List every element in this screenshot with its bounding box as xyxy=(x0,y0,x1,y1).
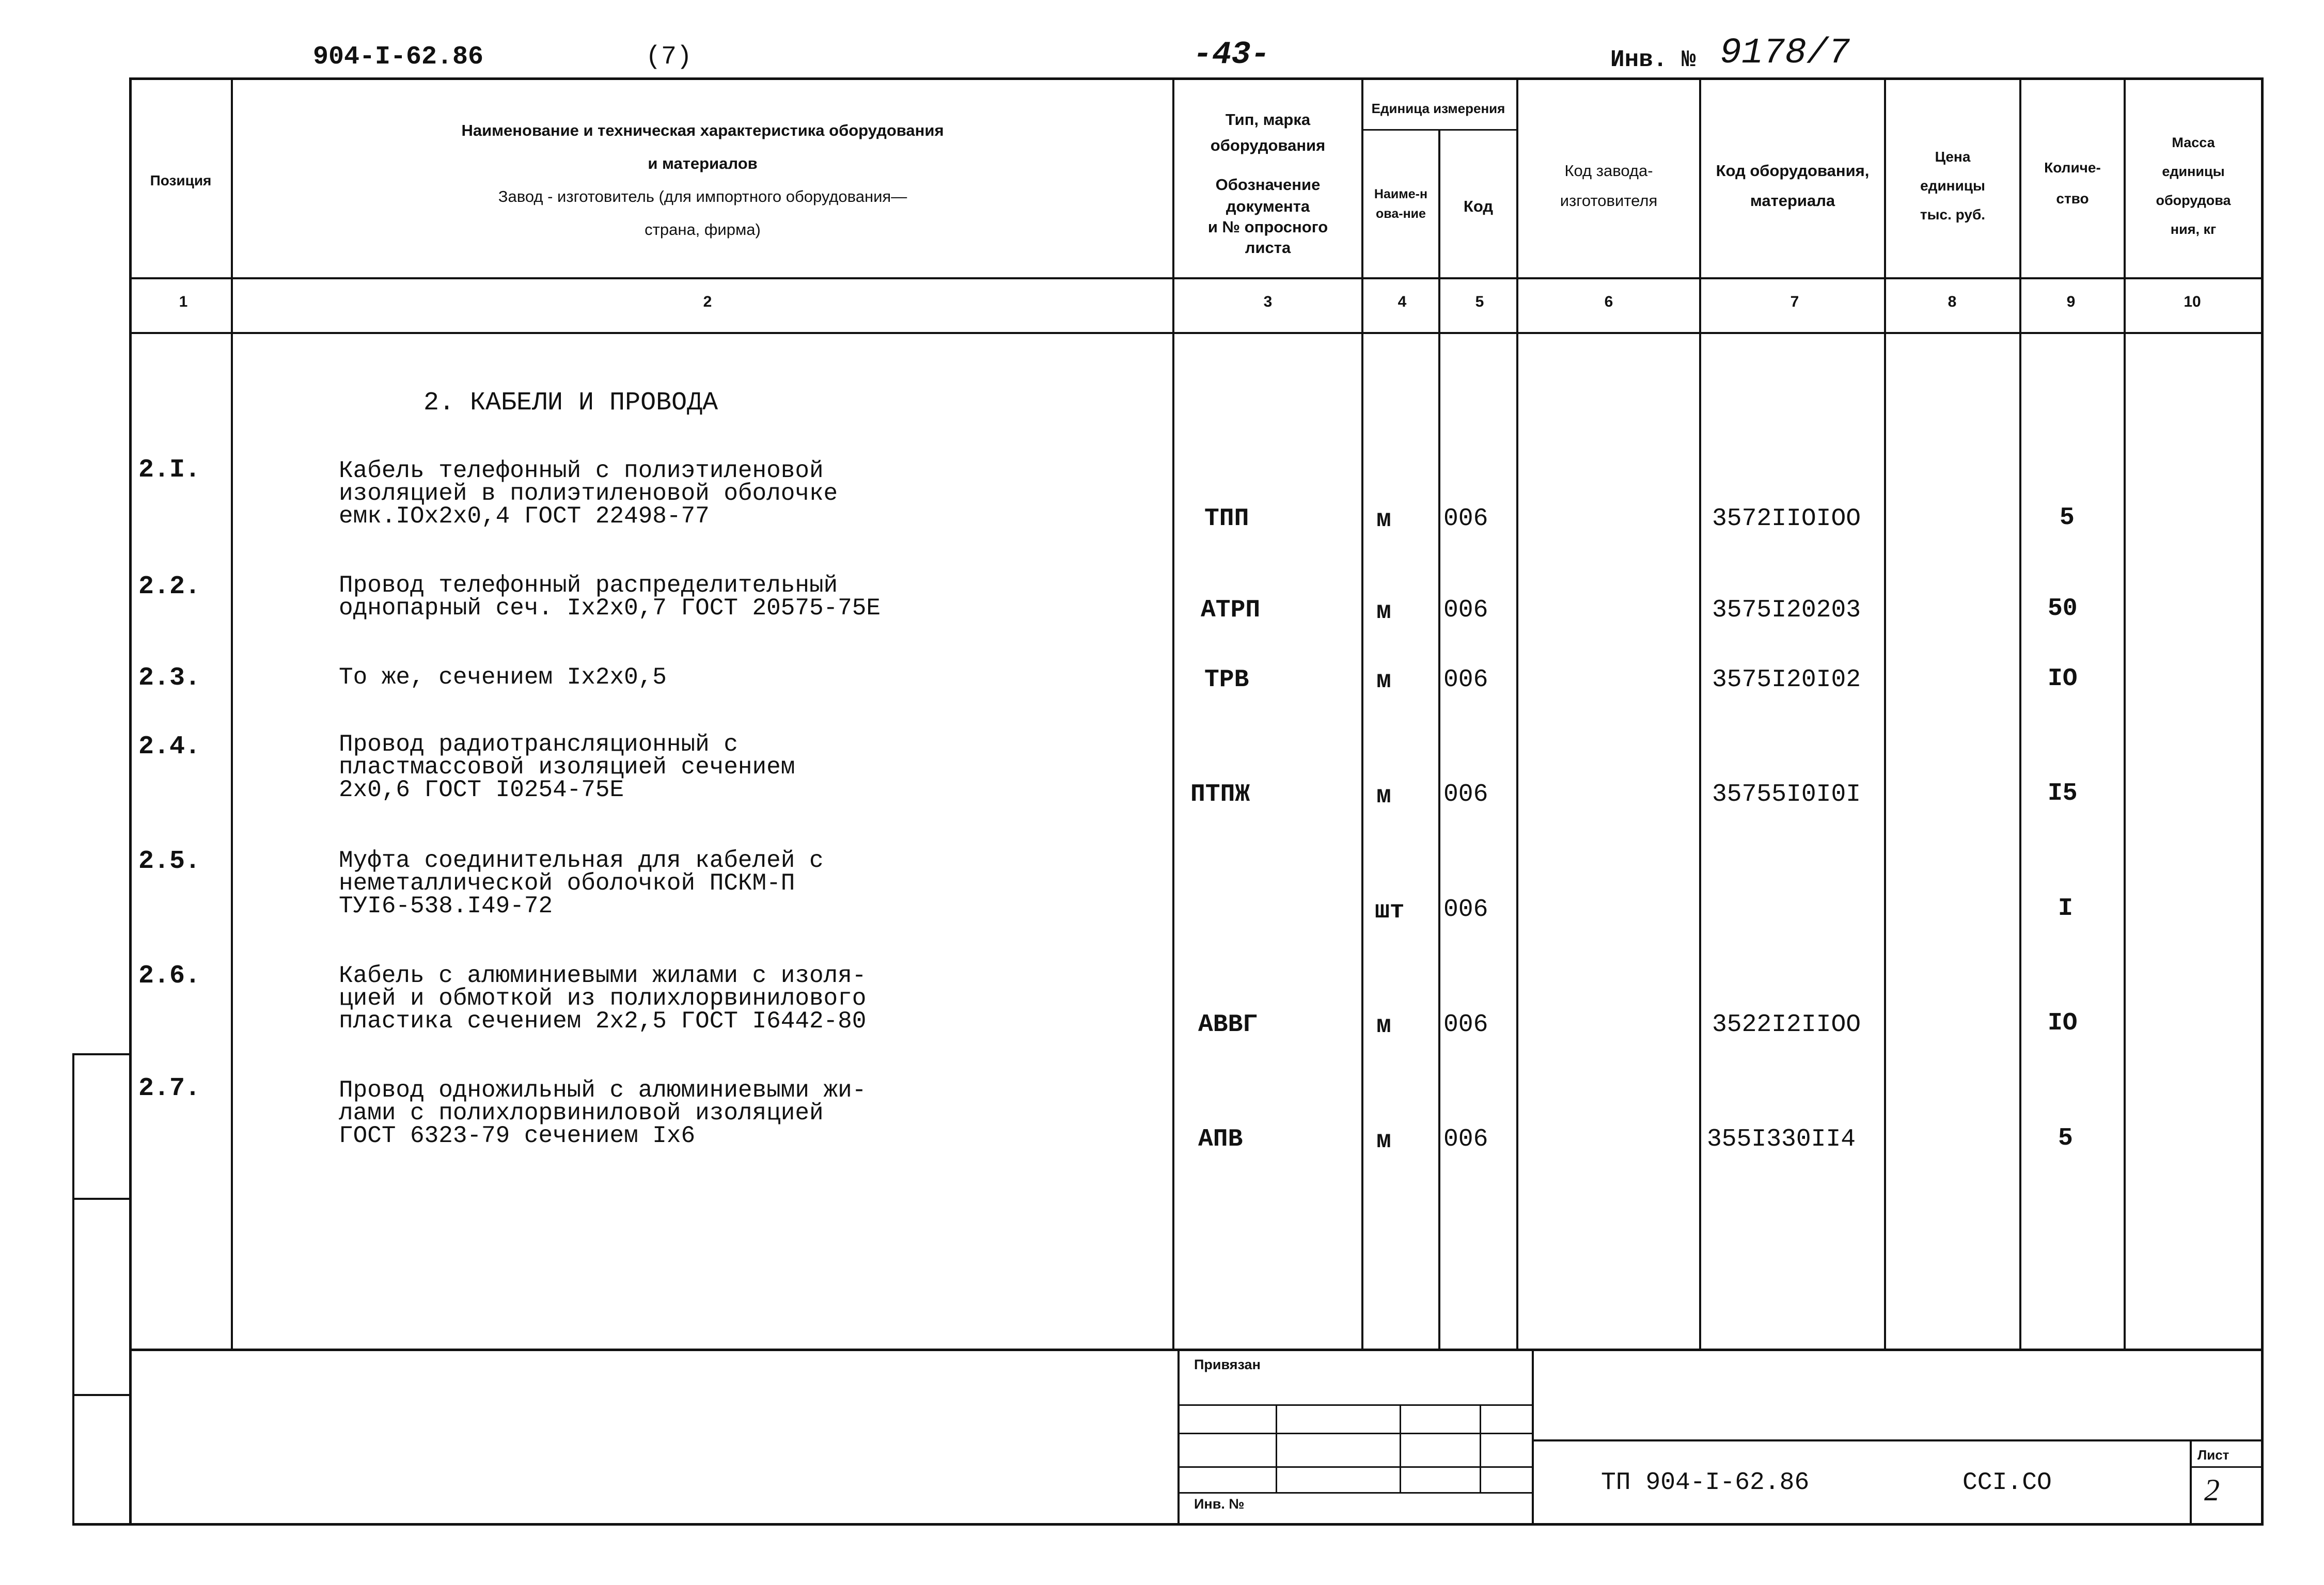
inventory-number: 9178/7 xyxy=(1720,33,1850,74)
header-price: Цена единицы тыс. руб. xyxy=(1920,149,1986,223)
document-code: 904-I-62.86 xyxy=(313,42,484,72)
stamp-sheet-label: Лист xyxy=(2197,1447,2229,1463)
header-unit-code: Код xyxy=(1463,197,1494,215)
header-material-code: Код оборудования, материала xyxy=(1716,162,1870,210)
header-position: Позиция xyxy=(150,172,212,188)
stamp-document-code: ТП 904-I-62.86 xyxy=(1601,1469,1810,1497)
header-unit-name: Наиме-нова-ние xyxy=(1374,187,1428,221)
stamp-sheet-number: 2 xyxy=(2204,1473,2220,1507)
stamp-inv-label: Инв. № xyxy=(1194,1496,1245,1512)
header-unit-group: Единица измерения xyxy=(1371,101,1505,116)
inventory-label: Инв. № xyxy=(1610,46,1696,73)
stamp-sheet-code: ССI.СО xyxy=(1962,1469,2052,1497)
header-manufacturer-code: Код завода-изготовителя xyxy=(1560,162,1658,210)
document-variant: (7) xyxy=(646,42,693,72)
section-title: 2. КАБЕЛИ И ПРОВОДА xyxy=(423,388,718,418)
stamp-attached-label: Привязан xyxy=(1194,1357,1261,1372)
header-quantity: Количе-ство xyxy=(2044,160,2101,207)
page-number: -43- xyxy=(1193,36,1270,73)
header-mass: Масса единицы оборудова ния, кг xyxy=(2156,135,2231,237)
